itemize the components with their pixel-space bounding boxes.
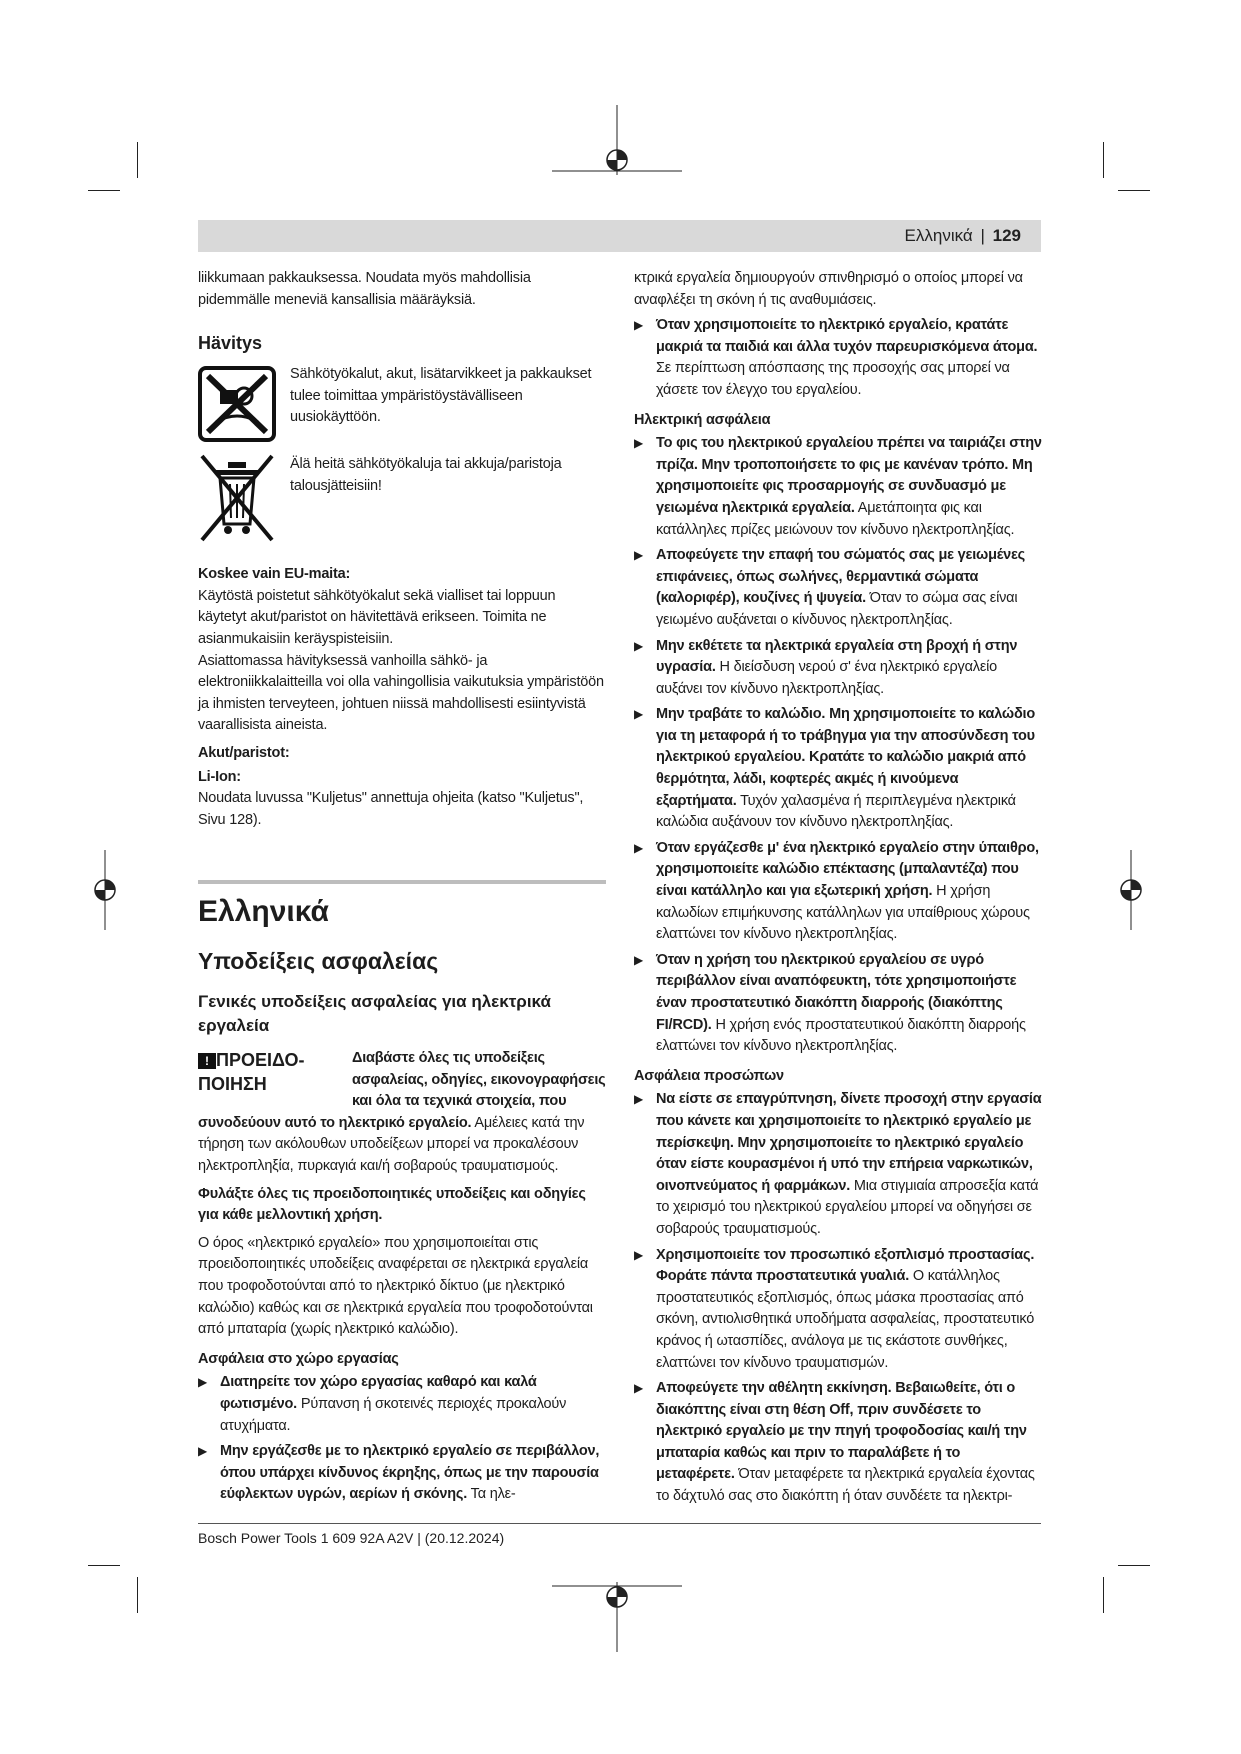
registration-mark-icon <box>552 1582 682 1652</box>
keep-instructions: Φυλάξτε όλες τις προειδοποιητικές υποδείξεις και οδηγίες για κάθε μελλοντική χρήση. <box>198 1185 586 1224</box>
safety-title: Υποδείξεις ασφαλείας <box>198 948 439 974</box>
footer-rule <box>198 1523 1041 1524</box>
crop-mark <box>1118 190 1150 191</box>
workplace-title: Ασφάλεια στο χώρο εργασίας <box>198 1350 399 1367</box>
list-item: ▶ Αποφεύγετε την επαφή του σώματός σας με γειωμένες επιφάνειες, όπως σωλήνες, θερμαντικά σώματα (καλοριφέρ), κουζίνες ή ψυγεία. Όταν το σώμα σας είναι γειωμένο αυξάνεται ο κίνδυνος ηλεκτροπληξίας. <box>634 545 1042 631</box>
list-item: ▶ Διατηρείτε τον χώρο εργασίας καθαρό και καλά φωτισμένο. Ρύπανση ή σκοτεινές περιοχές προκαλούν ατυχήματα. <box>198 1372 606 1437</box>
list-item: ▶ Όταν χρησιμοποιείτε το ηλεκτρικό εργαλείο, κρατάτε μακριά τα παιδιά και άλλα τυχόν παρευρισκόμενα άτομα. Σε περίπτωση απόσπασης της προσοχής σας μπορεί να χάσετε τον έλεγχο του εργαλείου. <box>634 315 1042 401</box>
left-column <box>198 268 606 831</box>
crop-mark <box>1118 1565 1150 1566</box>
warning-label: ! ΠΡΟΕΙΔΟΠΟΙΗΣΗ <box>198 1050 305 1094</box>
warning-text: Αμέλειες κατά την τήρηση των ακόλουθων υποδείξεων μπορεί να προκαλέσουν ηλεκτροπληξία, πυρκαγιά και/ή σοβαρούς τραυματισμούς. <box>198 1114 585 1174</box>
header-language: Ελληνικά <box>904 226 973 245</box>
list-item: ▶ Όταν η χρήση του ηλεκτρικού εργαλείου σε υγρό περιβάλλον είναι αναπόφευκτη, τότε χρησιμοποιήστε έναν προστατευτικό διακόπτη διαρροής (διακόπτης FI/RCD). Η χρήση ενός προστατευτικού διακόπτη διαρροής ελαττώνει τον κίνδυνο ηλεκτροπληξίας. <box>634 950 1042 1058</box>
recycle-symbol-icon <box>198 366 276 442</box>
eu-title: Koskee vain EU-maita: <box>198 566 351 583</box>
page-number: 129 <box>992 226 1021 245</box>
registration-mark-icon <box>552 105 682 175</box>
left-column-greek <box>198 892 606 1506</box>
crop-mark <box>137 142 138 178</box>
list-item: ▶ Όταν εργάζεσθε μ' ένα ηλεκτρικό εργαλείο στην ύπαιθρο, χρησιμοποιείτε καλώδιο επέκτασης (μπαλαντέζα) που είναι κατάλληλο και για εξωτερική χρήση. Η χρήση καλωδίων επιμήκυνσης κατάλληλων για υπαίθριους χώρους ελαττώνει τον κίνδυνο ηλεκτροπληξίας. <box>634 838 1042 946</box>
registration-mark-icon <box>90 850 120 930</box>
general-title: Γενικές υποδείξεις ασφαλείας για ηλεκτρικά εργαλεία <box>198 992 551 1035</box>
crop-mark <box>88 1565 120 1566</box>
liion-title: Li-Ion: <box>198 768 241 785</box>
crop-mark <box>1103 1577 1104 1613</box>
list-item: ▶ Το φις του ηλεκτρικού εργαλείου πρέπει να ταιριάζει στην πρίζα. Μην τροποποιήσετε το φις με κανέναν τρόπο. Μη χρησιμοποιείτε φις προσαρμογής σε συνδυασμό με γειωμένα ηλεκτρικά εργαλεία. Αμετάποιητα φις και κατάλληλες πρίζες μειώνουν τον κίνδυνο ηλεκτροπληξίας. <box>634 433 1042 541</box>
list-item: ▶ Μην εκθέτετε τα ηλεκτρικά εργαλεία στη βροχή ή στην υγρασία. Η διείσδυση νερού σ' ένα ηλεκτρικό εργαλείο αυξάνει τον κίνδυνο ηλεκτροπληξίας. <box>634 636 1042 701</box>
eu-text-1: Käytöstä poistetut sähkötyökalut sekä vialliset tai loppuun käytetyt akut/paristot on hävitettävä erikseen. Toimita ne asianmukaisiin keräyspisteisiin. <box>198 587 556 647</box>
crop-mark <box>1103 142 1104 178</box>
eu-text-2: Asiattomassa hävityksessä vanhoilla sähkö- ja elektroniikkalaitteilla voi olla vahingollisia vaikutuksia ympäristöön ja ihmisten terveyteen, johtuen niissä mahdollisesti esiintyvistä vaarallisista aineista. <box>198 652 604 734</box>
list-item: ▶ Να είστε σε επαγρύπνηση, δίνετε προσοχή στην εργασία που κάνετε και χρησιμοποιείτε το ηλεκτρικό εργαλείο με περίσκεψη. Μην χρησιμοποιείτε το ηλεκτρικό εργαλείο όταν είστε κουρασμένοι ή υπό την επήρεια ναρκωτικών, οινοπνεύματος ή φαρμάκων. Μια στιγμιαία απροσεξία κατά το χειρισμό του ηλεκτρικού εργαλείου μπορεί να οδηγήσει σε σοβαρούς τραυματισμούς. <box>634 1089 1042 1240</box>
disposal-text-1: Sähkötyökalut, akut, lisätarvikkeet ja pakkaukset tulee toimittaa ympäristöystävälliseen uusiokäyttöön. <box>290 366 592 426</box>
page-header: Ελληνικά | 129 <box>198 220 1041 252</box>
continued-text: κτρικά εργαλεία δημιουργούν σπινθηρισμό ο οποίος μπορεί να αναφλέξει τη σκόνη ή τις αναθυμιάσεις. <box>634 270 1023 308</box>
warning-triangle-icon: ! <box>198 1053 216 1069</box>
list-item: ▶ Χρησιμοποιείτε τον προσωπικό εξοπλισμό προστασίας. Φοράτε πάντα προστατευτικά γυαλιά. Ο κατάλληλος προστατευτικός εξοπλισμός, όπως μάσκα προστασίας από σκόνη, αντιολισθητικά υποδήματα ασφαλείας, προστατευτικό κράνος ή ωτασπίδες, ανάλογα με τις εκάστοτε συνθήκες, ελαττώνει τον κίνδυνο τραυματισμών. <box>634 1245 1042 1375</box>
registration-mark-icon <box>1116 850 1146 930</box>
warning-bold-text: Διαβάστε όλες τις υποδείξεις ασφαλείας, οδηγίες, εικονογραφήσεις και όλα τα τεχνικά στοιχεία, που συνοδεύουν αυτό το ηλεκτρικό εργαλείο. <box>198 1050 606 1131</box>
greek-title: Ελληνικά <box>198 895 329 928</box>
battery-title: Akut/paristot: <box>198 744 290 761</box>
electrical-title: Ηλεκτρική ασφάλεια <box>634 411 771 428</box>
disposal-title: Hävitys <box>198 333 263 354</box>
list-item: ▶ Αποφεύγετε την αθέλητη εκκίνηση. Βεβαιωθείτε, ότι ο διακόπτης είναι στη θέση Off, πριν συνδέσετε το ηλεκτρικό εργαλείο με την πηγή τροφοδοσίας και/ή την μπαταρία καθώς και πριν το παραλάβετε ή το μεταφέρετε. Όταν μεταφέρετε τα ηλεκτρικά εργαλεία έχοντας το δάχτυλό σας στο διακόπτη ή όταν συνδέετε τα ηλεκτρι- <box>634 1378 1042 1508</box>
disposal-text-2: Älä heitä sähkötyökaluja tai akkuja/paristoja talousjätteisiin! <box>290 456 562 494</box>
list-item: ▶ Μην εργάζεσθε με το ηλεκτρικό εργαλείο σε περιβάλλον, όπου υπάρχει κίνδυνος έκρηξης, όπως με την παρουσία εύφλεκτων υγρών, αερίων ή σκόνης. Τα ηλε- <box>198 1441 606 1506</box>
intro-text: liikkumaan pakkauksessa. Noudata myös mahdollisia pidemmälle meneviä kansallisia määräyksiä. <box>198 270 531 308</box>
page-footer: Bosch Power Tools 1 609 92A A2V | (20.12.2024) <box>198 1530 505 1546</box>
crop-mark <box>137 1577 138 1613</box>
liion-text: Noudata luvussa "Kuljetus" annettuja ohjeita (katso "Kuljetus", Sivu 128). <box>198 790 584 828</box>
crossed-bin-icon <box>198 454 276 544</box>
personal-title: Ασφάλεια προσώπων <box>634 1067 784 1084</box>
list-item: ▶ Μην τραβάτε το καλώδιο. Μη χρησιμοποιείτε το καλώδιο για τη μεταφορά ή το τράβηγμα για την αποσύνδεση του ηλεκτρικού εργαλείου. Κρατάτε το καλώδιο μακριά από θερμότητα, λάδι, κοφτερές ακμές ή κινούμενα εξαρτήματα. Τυχόν χαλασμένα ή περιπλεγμένα ηλεκτρικά καλώδια αυξάνουν τον κίνδυνο ηλεκτροπληξίας. <box>634 704 1042 834</box>
right-column <box>634 268 1042 1508</box>
term-definition: Ο όρος «ηλεκτρικό εργαλείο» που χρησιμοποιείται στις προειδοποιητικές υποδείξεις αναφέρεται σε ηλεκτρικά εργαλεία που τροφοδοτούνται από το ηλεκτρικό δίκτυο (με ηλεκτρικό καλώδιο) καθώς και σε ηλεκτρικά εργαλεία που τροφοδοτούνται από μπαταρία (χωρίς ηλεκτρικό καλώδιο). <box>198 1234 593 1338</box>
crop-mark <box>88 190 120 191</box>
section-divider <box>198 880 606 884</box>
